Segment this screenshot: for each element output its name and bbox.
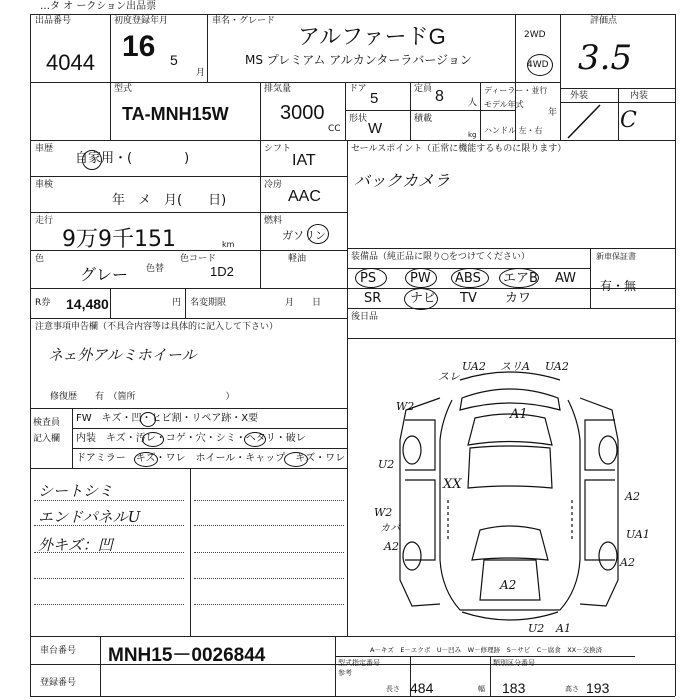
doors-label: ドア (349, 84, 367, 94)
listing-no: 4044 (46, 50, 95, 75)
title-fragment: …タ オ ークション出品票 (40, 1, 157, 12)
mark-a2-right: A2 (625, 490, 640, 503)
first-reg-label: 初度登録年月 (114, 16, 169, 26)
chassis-no: MNH15－0026844 (108, 645, 266, 666)
mark-ua2-right: UA2 (545, 360, 569, 373)
notes-label: 注意事項申告欄（不具合内容等は具体的に記入して下さい） (35, 322, 279, 332)
mark-a2-trunk: A2 (500, 578, 517, 592)
damage-legend: A－キズ E－エクボ U－凹み W－修理跡 S－サビ C－腐食 XX－交換済 (370, 646, 603, 654)
equip-leather: カワ (505, 291, 532, 306)
repair-label: 修復歴 有 （箇所 ） (50, 392, 235, 402)
inspector-label-2: 記入欄 (33, 434, 61, 444)
eval-label: 評価点 (590, 16, 618, 26)
mileage: 9万9千151 (62, 227, 176, 252)
height-label: 高さ (565, 685, 579, 693)
mark-cover: カバ (380, 523, 400, 534)
mark-a2-rear-right: A2 (620, 556, 635, 569)
shape-label: 形状 (349, 114, 368, 124)
mark-w2-left: W2 (396, 400, 415, 413)
light-oil-label: 軽油 (288, 254, 307, 264)
displacement: 3000 (280, 102, 325, 124)
r-ticket: 14,480 (66, 296, 109, 312)
person-unit: 人 (468, 98, 478, 108)
fw-row: FW キズ・凹・ヒビ割・リペア跡・X要 (76, 413, 259, 424)
name-grade-label: 車名・グレード (212, 16, 276, 26)
mark-scuff: スレ (438, 370, 460, 383)
km-unit: km (222, 240, 235, 249)
ref-label: 参考 (338, 669, 352, 677)
listing-no-label: 出品番号 (35, 16, 72, 26)
vehicle-value: 自家用・( ) (75, 151, 190, 166)
mark-xx: XX (443, 477, 462, 492)
drive-4wd: 4WD (527, 60, 549, 70)
capacity: 8 (435, 88, 444, 105)
vehicle-label: 車歴 (35, 144, 54, 154)
color: グレー (80, 267, 129, 284)
type-cert-label: 型式指定番号 (338, 659, 380, 667)
drive-2wd: 2WD (524, 30, 546, 40)
note-end-panel: エンドパネルU (38, 508, 141, 526)
equip-pw: PW (410, 271, 431, 286)
length-label: 長さ (386, 685, 400, 693)
first-reg-year: 16 (122, 30, 156, 63)
color-code: 1D2 (210, 264, 234, 279)
color-label: 色 (35, 254, 45, 264)
width-label: 幅 (478, 685, 485, 693)
equip-aw: AW (555, 271, 577, 286)
equip-ps: PS (360, 271, 377, 286)
month-unit: 月 (196, 68, 206, 78)
dealer-label: ディーラー・並行 (484, 86, 548, 95)
equip-navi: ナビ (410, 291, 437, 306)
mirror-row: ドアミラー キズ・ワレ ホイール・キャップ キズ・ワレ (76, 453, 346, 464)
width: 183 (502, 680, 526, 696)
doors: 5 (370, 90, 379, 107)
tax-label: 名変期限 (190, 298, 227, 308)
sales-point: バックカメラ (354, 171, 451, 190)
shift: IAT (292, 152, 316, 169)
kg-unit: kg (468, 131, 477, 139)
warranty-label: 新車保証書 (596, 252, 636, 261)
ac-label: 冷房 (264, 180, 283, 190)
mileage-label: 走行 (35, 216, 54, 226)
height: 193 (586, 680, 610, 696)
mark-a1-rear: A1 (556, 622, 571, 635)
inspector-label-1: 検査員 (33, 418, 61, 428)
mark-w2-lower: W2 (374, 506, 393, 519)
after-label: 後日品 (351, 312, 379, 322)
first-reg-month: 5 (170, 52, 178, 68)
chassis-label: 車台番号 (40, 646, 77, 656)
displacement-label: 排気量 (264, 84, 292, 94)
mark-u2-rear: U2 (528, 622, 545, 635)
car-name: アルファードG (298, 24, 446, 49)
equipment-label: 装備品（純正品に限り○をつけてください） (351, 252, 530, 262)
yen-unit: 円 (172, 298, 182, 308)
model-label: 型式 (114, 84, 133, 94)
load-label: 積載 (414, 114, 433, 124)
r-ticket-label: R券 (35, 298, 51, 308)
class-no-label: 類別区分番号 (493, 659, 535, 667)
interior-label: 内装 (630, 91, 649, 101)
equip-tv: TV (460, 291, 477, 306)
mark-u2-left: U2 (378, 458, 395, 471)
equip-abs: ABS (455, 271, 481, 286)
handle-label: ハンドル 左・右 (484, 126, 543, 135)
cc-unit: CC (328, 124, 341, 134)
mark-scuff-a: スリA (500, 360, 530, 373)
note-seat-stain: シートシミ (38, 482, 114, 500)
color-code-label: 色コード (180, 254, 217, 264)
capacity-label: 定員 (414, 84, 433, 94)
mark-ua2-front: UA2 (462, 360, 486, 373)
equip-sr: SR (364, 291, 382, 306)
length: 484 (410, 680, 434, 696)
exterior-label: 外装 (570, 91, 589, 101)
note-exterior-dent: 外キズ：凹 (38, 536, 113, 554)
shift-label: シフト (264, 144, 292, 154)
mark-ua1: UA1 (626, 528, 650, 541)
grade: MS プレミアム アルカンターラバージョン (245, 53, 472, 67)
interior-row: 内装 キズ・汚レ・コゲ・穴・シミ・ヘタリ・破レ (76, 433, 306, 444)
year-unit: 年 (548, 108, 558, 118)
inspection-label: 車検 (35, 180, 54, 190)
model: TA-MNH15W (122, 104, 229, 124)
color-change-label: 色替 (146, 264, 165, 274)
fuel-label: 燃料 (264, 216, 283, 226)
model-year-label: モデル年式 (484, 100, 524, 109)
equip-airbag: エアB (503, 271, 538, 286)
inspection-value: 年 メ 月( 日) (112, 193, 227, 208)
notes-text: ネェ外アルミホイール (48, 346, 197, 364)
mark-a2-left: A2 (384, 540, 399, 553)
eval-score: 3.5 (578, 38, 633, 78)
shape: W (368, 120, 383, 137)
mark-a1-hood: A1 (510, 407, 528, 422)
reg-label: 登録番号 (40, 678, 77, 688)
warranty: 有・無 (600, 279, 637, 293)
sales-point-label: セールスポイント（正常に機能するものに限ります） (351, 144, 567, 154)
interior-grade: C (620, 108, 637, 133)
ac: AAC (288, 188, 321, 205)
fuel: ガソリン (282, 229, 326, 242)
tax-value: 月 日 (285, 298, 322, 308)
